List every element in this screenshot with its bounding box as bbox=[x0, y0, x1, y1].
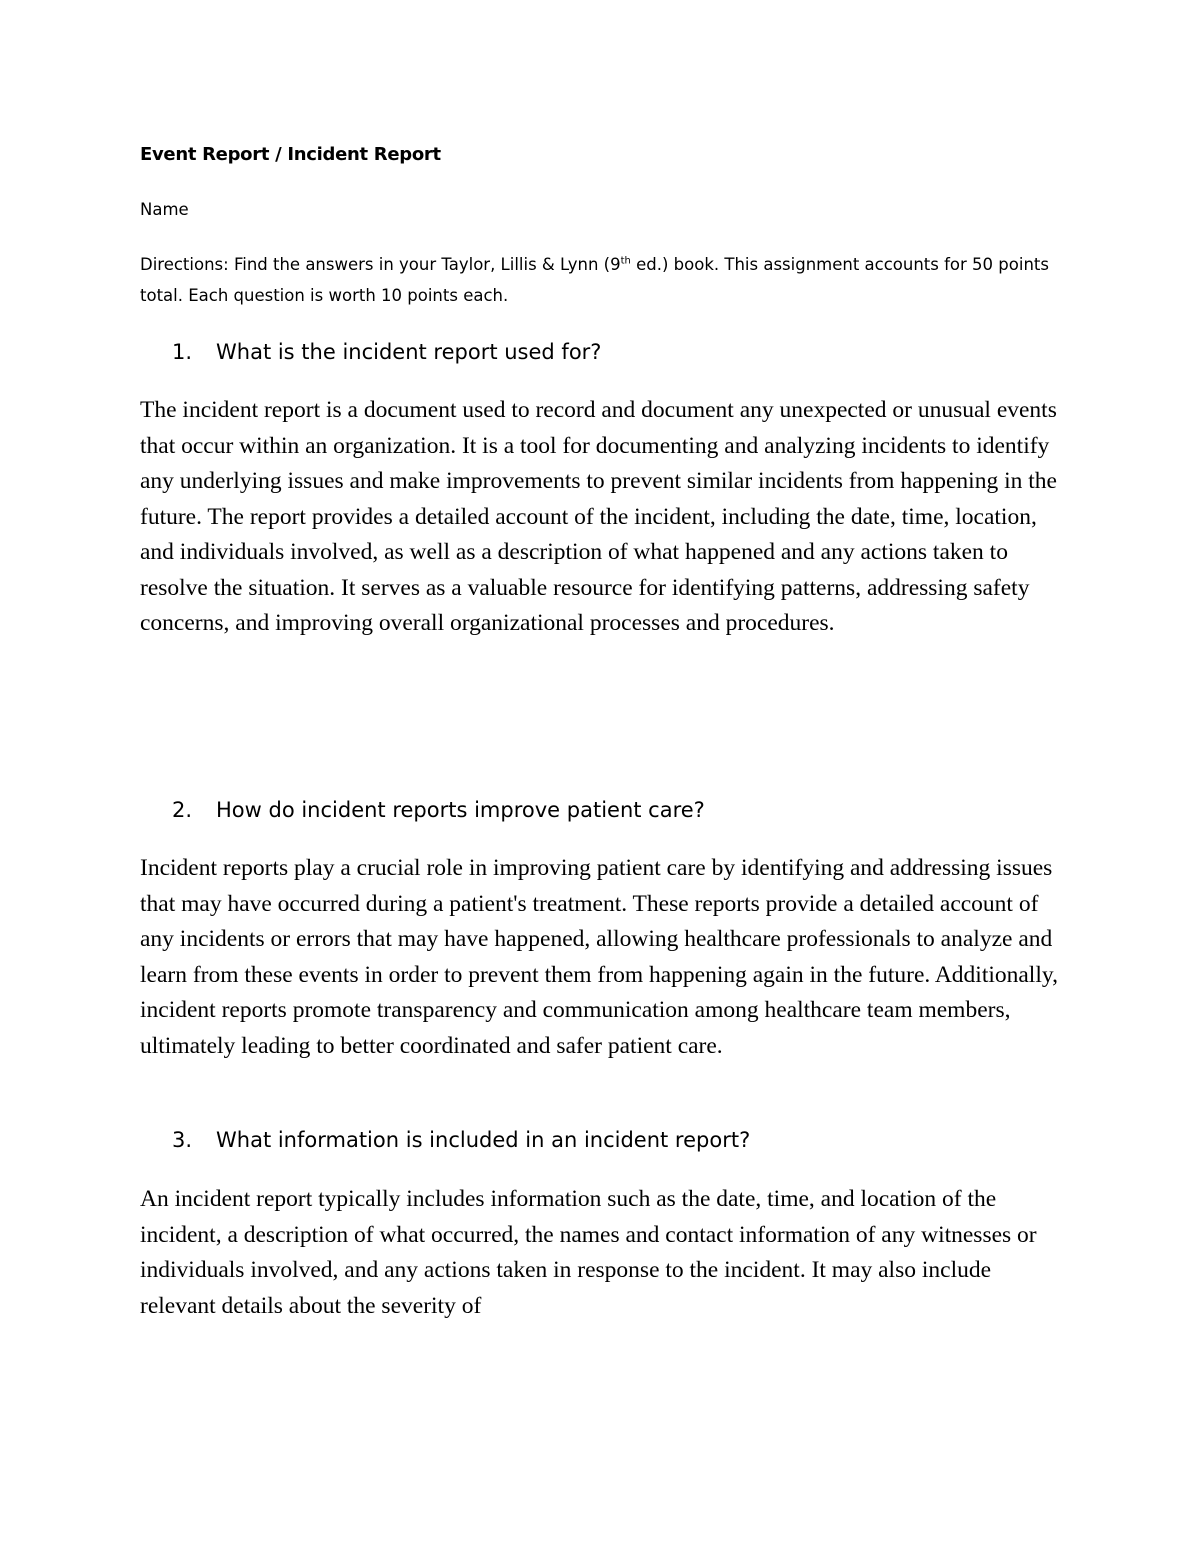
answer-1: The incident report is a document used to record and document any unexpected or unusual events that occur within an organization. It is a tool for documenting and analyzing incidents to identify any underlying issues and make improvements to prevent similar incidents from happening in the future. The report provides a detailed account of the incident, including the date, time, location, and individuals involved, as well as a description of what happened and any actions taken to resolve the situation. It serves as a valuable resource for identifying patterns, addressing safety concerns, and improving overall organizational processes and procedures. bbox=[140, 397, 1057, 636]
name-label: Name bbox=[140, 200, 189, 219]
directions-paragraph bbox=[140, 249, 1070, 311]
question-number: 2. bbox=[172, 798, 193, 822]
document-title: Event Report / Incident Report bbox=[140, 144, 441, 165]
question-3 bbox=[172, 1128, 750, 1152]
question-number: 1. bbox=[172, 340, 193, 364]
directions-text-end: ed.) book. This assignment accounts for 50 points total. Each question is worth 10 points each. bbox=[140, 255, 1049, 305]
question-text: What is the incident report used for? bbox=[216, 340, 602, 364]
question-2 bbox=[172, 798, 705, 822]
answer-3: An incident report typically includes information such as the date, time, and location of the incident, a description of what occurred, the names and contact information of any witnesses or individuals involved, and any actions taken in response to the incident. It may also include relevant details about the severity of bbox=[140, 1186, 1037, 1319]
directions-superscript: th bbox=[620, 255, 631, 267]
answer-2: Incident reports play a crucial role in improving patient care by identifying and addressing issues that may have occurred during a patient's treatment. These reports provide a detailed account of any incidents or errors that may have happened, allowing healthcare professionals to analyze and learn from these events in order to prevent them from happening again in the future. Additionally, incident reports promote transparency and communication among healthcare team members, ultimately leading to better coordinated and safer patient care. bbox=[140, 855, 1058, 1059]
question-text: How do incident reports improve patient care? bbox=[216, 798, 705, 822]
question-number: 3. bbox=[172, 1128, 193, 1152]
question-1 bbox=[172, 340, 601, 364]
question-text: What information is included in an incident report? bbox=[216, 1128, 751, 1152]
directions-text-start: Directions: Find the answers in your Taylor, Lillis & Lynn (9 bbox=[140, 255, 621, 274]
